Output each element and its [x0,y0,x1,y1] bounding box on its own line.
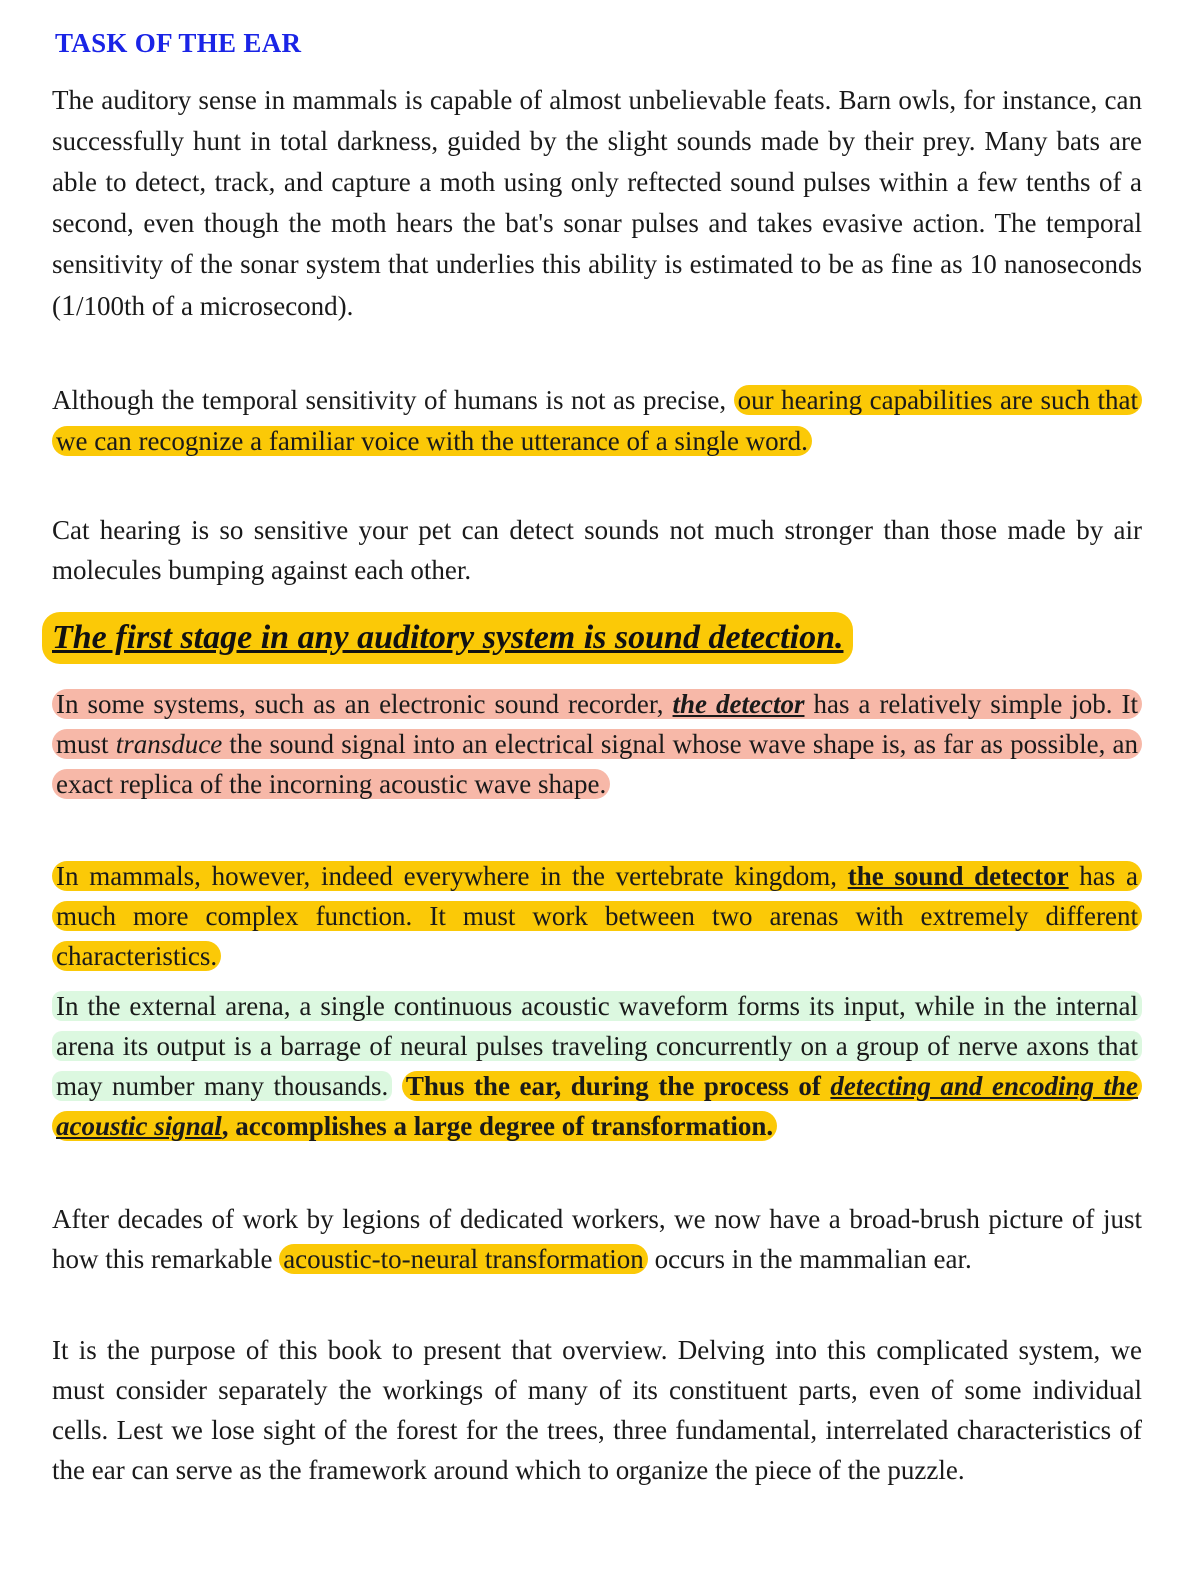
section-heading: The first stage in any auditory system is sound detection. [52,619,844,656]
highlight-yellow [52,861,1142,971]
term-the-sound-detector: the sound detector [847,861,1069,891]
text-run: In mammals, however, indeed everywhere in the vertebrate kingdom, [56,861,848,891]
section-heading-box [42,612,853,664]
paragraph-electronic-detector [52,684,1142,804]
highlight-yellow: acoustic-to-neural transformation [279,1244,648,1274]
text-run: occurs in the mammalian ear. [647,1244,972,1274]
paragraph-book-purpose [52,1330,1142,1490]
text-run: After decades of work by legions of dedicated workers, we now have a broad-brush picture of just how this remarkable [52,1204,1142,1274]
text-run: , accomplishes a large degree of transformation. [221,1111,774,1141]
highlight-yellow: our hearing capabilities are such that we can recognize a familiar voice with the utterance of a single word. [52,385,1142,456]
term-transduce: transduce [115,729,223,759]
paragraph-transformation [52,1199,1142,1279]
paragraph-text: The auditory sense in mammals is capable of almost unbelievable feats. Barn owls, for instance, can successfully hunt in total darkness, guided by the slight sounds made by their prey. Many bats are able to detect, track, and capture a moth using only reftected sound pulses within a few tenths of a second, even though the moth hears the bat's sonar pulses and takes evasive action. The temporal sensitivity of the sonar system that underlies this ability is estimated to be as fine as 10 nanoseconds ( [52,85,1142,321]
term-the-detector: the detector [672,689,805,719]
paragraph-text: Cat hearing is so sensitive your pet can detect sounds not much stronger than those made by air molecules bumping against each other. [52,515,1142,585]
text-run: In some systems, such as an electronic sound recorder, [56,689,673,719]
highlight-pink [52,689,1142,799]
paragraph-text: Although the temporal sensitivity of humans is not as precise, [52,385,734,415]
paragraph-human-hearing [52,380,1142,462]
page-title: TASK OF THE EAR [55,28,302,58]
paragraph-arenas [52,986,1142,1146]
paragraph-text-end: /100th of a microsecond). [76,291,354,321]
fraction-numerator: 1 [61,289,76,322]
text-run: has a much more complex function. It must work between two arenas with extremely different characteristics. [56,861,1138,971]
term-detecting-encoding: detecting and encoding the acoustic signal [56,1071,1139,1141]
text-run: the sound signal into an electrical signal whose wave shape is, as far as possible, an exact replica of the incorning acoustic wave shape. [56,729,1138,799]
text-run: Thus the ear, during the process of [405,1071,831,1101]
highlight-green: In the external arena, a single continuous acoustic waveform forms its input, while in the internal arena its output is a barrage of neural pulses traveling concurrently on a group of nerve axons that may number many thousands. [52,991,1142,1101]
text-run: has a relatively simple job. It must [56,689,1139,759]
paragraph-mammal-detector [52,856,1142,976]
paragraph-cat-hearing [52,510,1142,590]
paragraph-text: It is the purpose of this book to present that overview. Delving into this complicated system, we must consider separately the workings of many of its constituent parts, even of some individual cells. Lest we lose sight of the forest for the trees, three fundamental, interrelated characteristics of the ear can serve as the framework around which to organize the piece of the puzzle. [52,1335,1142,1485]
paragraph-auditory-feats [52,80,1142,327]
